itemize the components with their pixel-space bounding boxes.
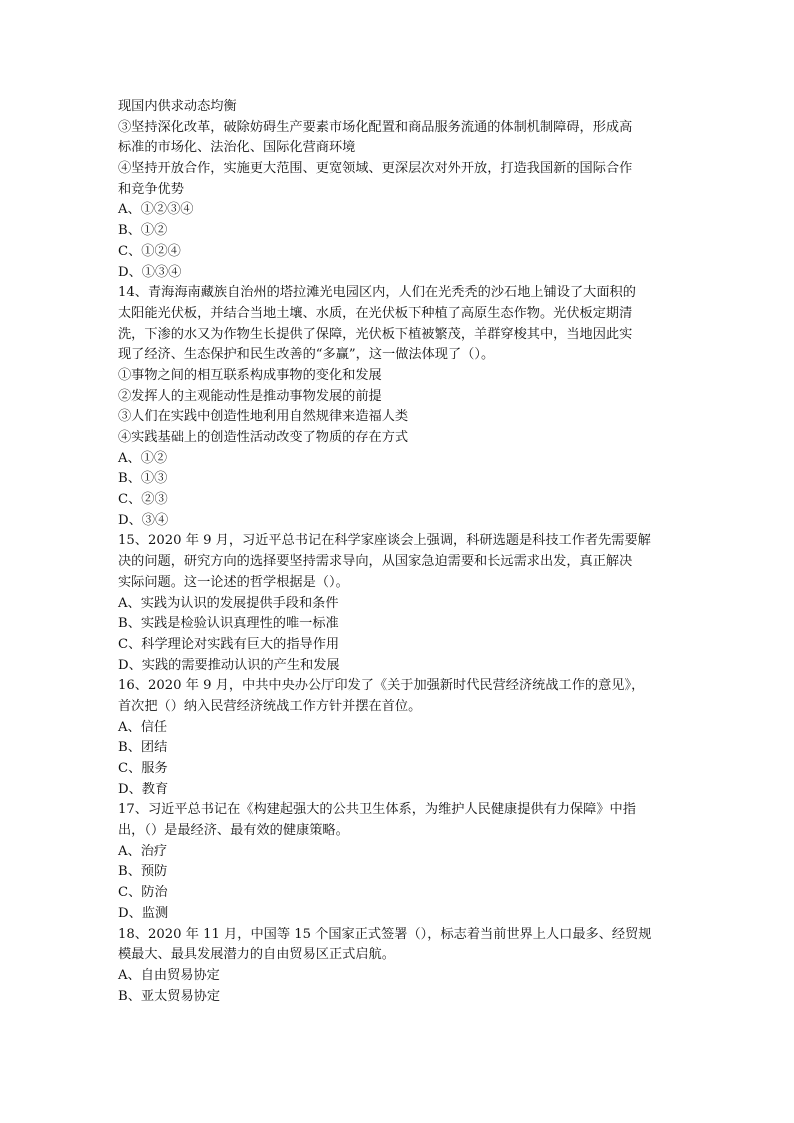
option-line: D、③④ xyxy=(118,512,169,528)
option-line: C、防治 xyxy=(118,885,168,901)
text-line: ③坚持深化改革，破除妨碍生产要素市场化配置和商品服务流通的体制机制障碍，形成高 xyxy=(118,119,633,135)
question-line: 首次把（）纳入民营经济统战工作方针并摆在首位。 xyxy=(118,698,422,714)
option-line: A、实践为认识的发展提供手段和条件 xyxy=(118,595,339,611)
statement-line: ④实践基础上的创造性活动改变了物质的存在方式 xyxy=(118,430,409,445)
option-line: D、实践的需要推动认识的产生和发展 xyxy=(118,657,340,673)
statement-line: ②发挥人的主观能动性是推动事物发展的前提 xyxy=(118,388,382,404)
statement-line: ③人们在实践中创造性地利用自然规律来造福人类 xyxy=(118,409,409,425)
statement-line: ①事物之间的相互联系构成事物的变化和发展 xyxy=(118,367,382,383)
option-line: A、①② xyxy=(118,450,168,466)
option-line: C、服务 xyxy=(118,761,168,776)
question-line: 决的问题，研究方向的选择要坚持需求导向，从国家急迫需要和长远需求出发，真正解决 xyxy=(118,554,633,570)
question-line: 现了经济、生态保护和民生改善的“多赢”，这一做法体现了（）。 xyxy=(118,347,495,363)
text-line: ④坚持开放合作，实施更大范围、更宽领域、更深层次对外开放，打造我国新的国际合作 xyxy=(118,161,633,177)
option-line: B、①② xyxy=(118,223,168,239)
question-line: 14、青海海南藏族自治州的塔拉滩光电园区内，人们在光秃秃的沙石地上铺设了大面积的 xyxy=(118,285,636,301)
option-line: B、①③ xyxy=(118,471,168,487)
option-line: D、教育 xyxy=(118,781,169,797)
option-line: B、亚太贸易协定 xyxy=(118,988,221,1004)
option-line: B、预防 xyxy=(118,864,168,880)
text-line: 和竞争优势 xyxy=(118,181,184,197)
question-line: 实际问题。这一论述的哲学根据是（）。 xyxy=(118,574,349,590)
text-line: 标准的市场化、法治化、国际化营商环境 xyxy=(118,140,356,156)
question-line: 太阳能光伏板，并结合当地土壤、水质，在光伏板下种植了高原生态作物。光伏板定期清 xyxy=(118,305,633,321)
text-line: 现国内供求动态均衡 xyxy=(118,99,237,114)
option-line: C、科学理论对实践有巨大的指导作用 xyxy=(118,636,340,652)
option-line: A、①②③④ xyxy=(118,202,194,218)
question-line: 洗，下渗的水又为作物生长提供了保障，光伏板下植被繁茂，羊群穿梭其中，当地因此实 xyxy=(118,326,633,342)
question-line: 出，（）是最经济、最有效的健康策略。 xyxy=(118,823,349,839)
document-page xyxy=(118,97,678,1007)
option-line: C、①②④ xyxy=(118,243,181,259)
option-line: B、实践是检验认识真理性的唯一标准 xyxy=(118,616,339,632)
option-line: B、团结 xyxy=(118,740,168,756)
option-line: D、监测 xyxy=(118,905,169,921)
question-line: 18、2020 年 11 月，中国等 15 个国家正式签署（），标志着当前世界上人口最多、经贸规 xyxy=(118,926,652,942)
question-line: 15、2020 年 9 月，习近平总书记在科学家座谈会上强调，科研选题是科技工作者先需要解 xyxy=(118,533,651,549)
question-line: 16、2020 年 9 月，中共中央办公厅印发了《关于加强新时代民营经济统战工作的意见》， xyxy=(118,678,645,694)
question-line: 模最大、最具发展潜力的自由贸易区正式启航。 xyxy=(118,947,395,963)
option-line: A、自由贸易协定 xyxy=(118,967,220,983)
option-line: D、①③④ xyxy=(118,264,182,280)
option-line: C、②③ xyxy=(118,492,168,508)
option-line: A、信任 xyxy=(118,719,168,735)
option-line: A、治疗 xyxy=(118,843,168,859)
question-line: 17、习近平总书记在《构建起强大的公共卫生体系，为维护人民健康提供有力保障》中指 xyxy=(118,802,636,818)
